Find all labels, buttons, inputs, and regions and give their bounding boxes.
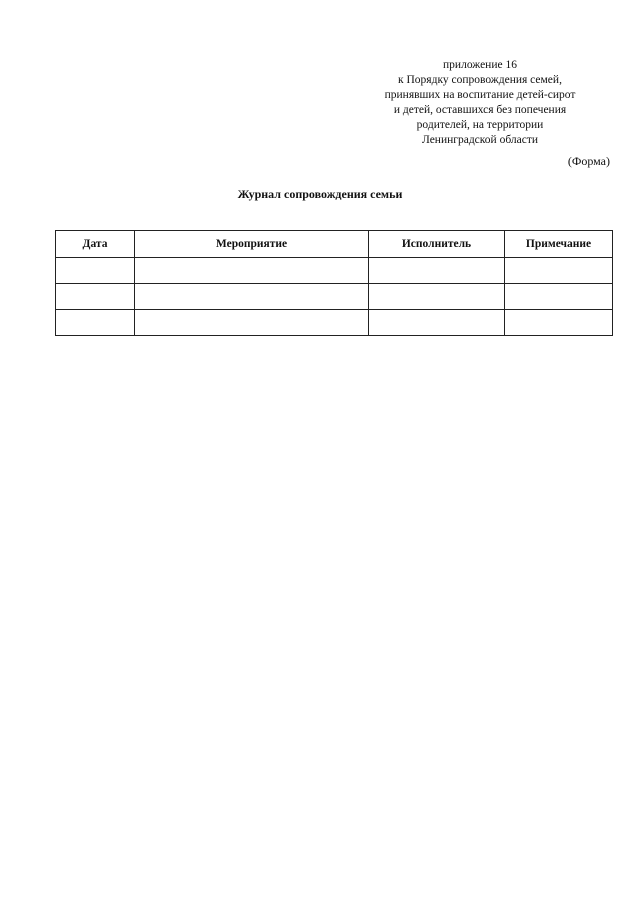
table-cell-executor[interactable]: [369, 310, 505, 336]
table-cell-note[interactable]: [505, 284, 613, 310]
appendix-line: и детей, оставшихся без попечения: [393, 104, 567, 116]
table-header-row: [56, 231, 613, 258]
table-cell-activity[interactable]: [135, 310, 369, 336]
appendix-line: приложение 16: [443, 59, 517, 71]
appendix-line: к Порядку сопровождения семей,: [398, 74, 562, 86]
page-title: Журнал сопровождения семьи: [237, 187, 403, 201]
appendix-line: родителей, на территории: [416, 119, 544, 131]
journal-table: [55, 230, 613, 336]
table-cell-date[interactable]: [56, 284, 135, 310]
form-label: (Форма): [567, 154, 610, 168]
column-header-executor: Исполнитель: [369, 231, 505, 258]
table-row: [56, 258, 613, 284]
table-cell-activity[interactable]: [135, 258, 369, 284]
column-header-activity: Мероприятие: [135, 231, 369, 258]
column-header-note: Примечание: [505, 231, 613, 258]
table-cell-note[interactable]: [505, 258, 613, 284]
table-cell-note[interactable]: [505, 310, 613, 336]
appendix-line: Ленинградской области: [421, 134, 539, 146]
table-row: [56, 310, 613, 336]
table-cell-date[interactable]: [56, 310, 135, 336]
table-cell-executor[interactable]: [369, 258, 505, 284]
column-header-date: Дата: [56, 231, 135, 258]
appendix-line: принявших на воспитание детей-сирот: [384, 89, 576, 101]
table-cell-date[interactable]: [56, 258, 135, 284]
table-cell-executor[interactable]: [369, 284, 505, 310]
appendix-reference: [380, 58, 580, 148]
table-cell-activity[interactable]: [135, 284, 369, 310]
table-row: [56, 284, 613, 310]
